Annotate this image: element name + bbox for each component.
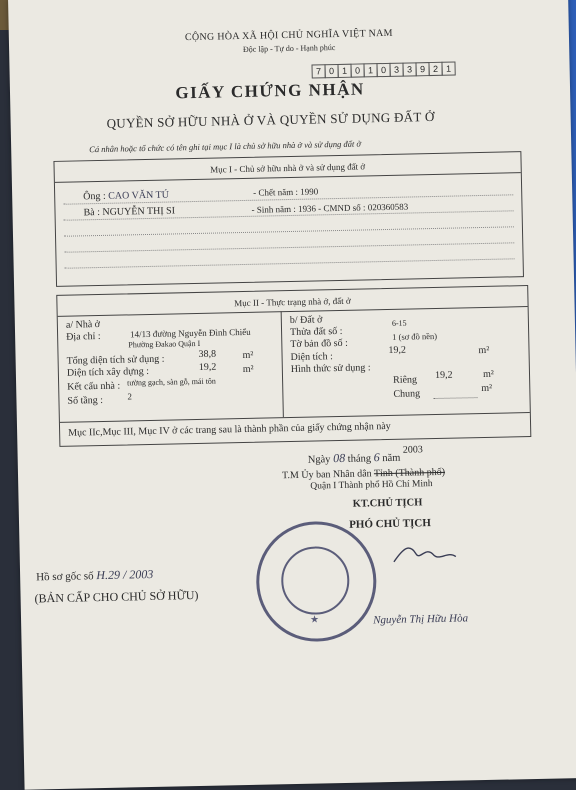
structure-label: Kết cấu nhà :	[67, 380, 121, 393]
total-area-unit: m²	[242, 349, 254, 362]
shared-label: Chung	[393, 388, 421, 400]
private-value: 19,2	[434, 369, 453, 382]
certificate-title: GIẤY CHỨNG NHẬN	[175, 79, 365, 103]
struck-text: Tỉnh (Thành phố)	[373, 466, 446, 480]
star-icon: ★	[310, 614, 320, 626]
committee-line: T.M Ủy ban Nhân dân Tỉnh (Thành phố)	[281, 466, 446, 482]
house-label: a/ Nhà ở	[65, 319, 101, 331]
dotted-line	[64, 242, 514, 252]
build-area-unit: m²	[242, 363, 254, 376]
shared-unit: m²	[481, 382, 493, 395]
land-area-value: 19,2	[388, 344, 407, 356]
structure-value: tường gạch, sàn gỗ, mái tôn	[127, 376, 216, 388]
owner2-line: Bà : NGUYỄN THỊ SI	[83, 205, 176, 219]
republic-heading: CỘNG HÒA XÃ HỘI CHỦ NGHĨA VIỆT NAM	[184, 27, 393, 44]
intro-text: Cá nhân hoặc tổ chức có tên ghi tại mục I là chủ sở hữu nhà ở và sử dụng đất ở	[89, 138, 362, 155]
floors-label: Số tầng :	[67, 394, 104, 407]
kt-title: KT.CHỦ TỊCH	[352, 497, 423, 510]
dotted-line	[64, 226, 514, 236]
floors-value: 2	[127, 391, 132, 402]
usage-label: Hình thức sử dụng :	[290, 362, 371, 376]
motto: Độc lập - Tự do - Hạnh phúc	[242, 43, 336, 54]
total-area-label: Tổng diện tích sử dụng :	[66, 353, 165, 367]
section-footer: Mục IIc,Mục III, Mục IV ở các trang sau là thành phần của giấy chứng nhận này	[68, 420, 391, 439]
district-line: Quận I Thành phố Hồ Chí Minh	[310, 479, 433, 492]
signer-name: Nguyễn Thị Hữu Hòa	[373, 612, 469, 627]
owner1-line: Ông : CAO VĂN TÚ	[83, 189, 170, 203]
owner1-death: - Chết năm : 1990	[253, 186, 319, 198]
map-label: Tờ bản đồ số :	[290, 337, 348, 351]
seal-emblem-icon	[281, 546, 350, 615]
owner2-birth: - Sinh năm : 1936 - CMND số : 020360583	[251, 201, 409, 215]
address-line2: Phường Đakao Quận I	[128, 338, 201, 350]
issue-date: Ngày 08 tháng 6 năm 2003	[307, 444, 423, 466]
owner1-name: CAO VĂN TÚ	[108, 189, 170, 202]
file-number: Hồ sơ gốc số H.29 / 2003	[36, 566, 154, 584]
section-i-heading: Mục I - Chủ sở hữu nhà ở và sử dụng đất ở	[210, 161, 366, 175]
signature-icon	[389, 537, 460, 568]
build-area-value: 19,2	[198, 361, 217, 373]
certificate-number: 7 0 1 0 1 0 3 3 9 2 1	[311, 62, 454, 79]
shared-blank	[433, 397, 477, 399]
column-divider	[281, 311, 284, 417]
dotted-line	[65, 258, 515, 268]
section-ii-heading: Mục II - Thực trạng nhà ở, đất ở	[234, 295, 351, 309]
certificate-page	[8, 0, 576, 790]
build-area-label: Diện tích xây dựng :	[66, 365, 150, 379]
land-area-label: Diện tích :	[290, 351, 333, 364]
land-label: b/ Đất ở	[289, 314, 323, 327]
section-ii-box	[56, 285, 531, 447]
address-label: Địa chỉ :	[66, 331, 101, 343]
map-value: 1 (sơ đồ nền)	[392, 330, 438, 342]
parcel-label: Thửa đất số :	[289, 325, 343, 339]
parcel-value: 6-15	[391, 318, 407, 328]
address-line1: 14/13 đường Nguyễn Đình Chiểu	[129, 326, 251, 340]
private-label: Riêng	[392, 374, 418, 386]
owner2-name: NGUYỄN THỊ SI	[102, 205, 176, 218]
official-seal	[255, 520, 377, 642]
section-i-box	[53, 151, 524, 287]
certificate-subtitle: QUYỀN SỞ HỮU NHÀ Ở VÀ QUYỀN SỬ DỤNG ĐẤT Ở	[106, 108, 435, 131]
divider	[60, 412, 530, 423]
land-area-unit: m²	[478, 344, 490, 357]
total-area-value: 38,8	[198, 348, 217, 360]
vice-title: PHÓ CHỦ TỊCH	[349, 517, 431, 531]
copy-note: (BẢN CẤP CHO CHỦ SỞ HỮU)	[34, 588, 199, 606]
private-unit: m²	[482, 368, 494, 380]
